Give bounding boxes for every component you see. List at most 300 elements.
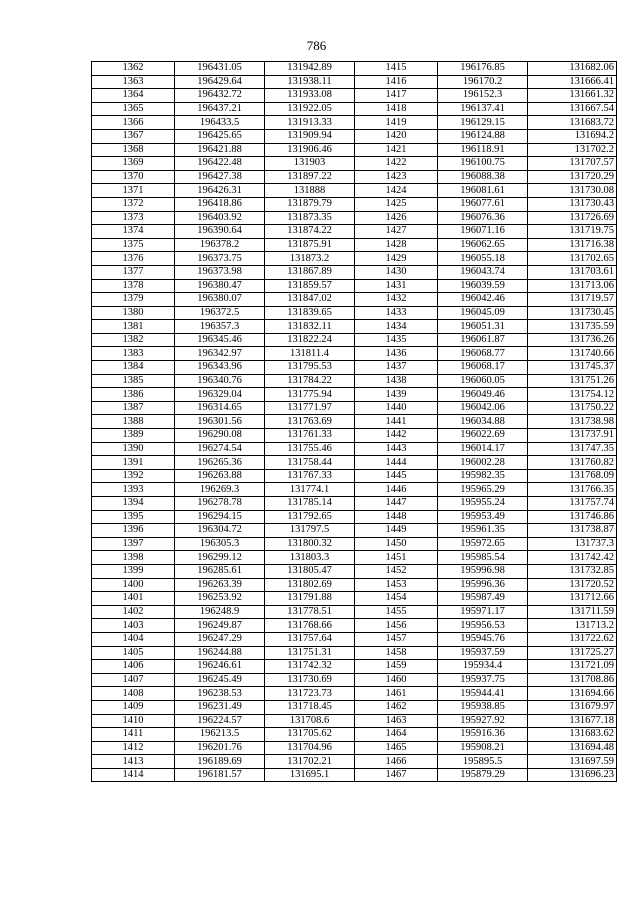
- point-number-right-cell: 1418: [355, 102, 438, 116]
- table-row: [92, 768, 617, 782]
- x-coordinate-left-cell: 196253.92: [175, 592, 265, 606]
- point-number-left-cell: 1389: [92, 429, 175, 443]
- table-row: [92, 700, 617, 714]
- y-coordinate-right-cell: 131751.26: [528, 374, 617, 388]
- y-coordinate-left-cell: 131938.11: [265, 75, 355, 89]
- x-coordinate-right-cell: 196061.87: [438, 333, 528, 347]
- table-row: [92, 306, 617, 320]
- x-coordinate-left-cell: 196290.08: [175, 429, 265, 443]
- x-coordinate-left-cell: 196244.88: [175, 646, 265, 660]
- x-coordinate-left-cell: 196426.31: [175, 184, 265, 198]
- point-number-right-cell: 1433: [355, 306, 438, 320]
- point-number-left-cell: 1407: [92, 673, 175, 687]
- point-number-right-cell: 1415: [355, 62, 438, 76]
- y-coordinate-left-cell: 131792.65: [265, 510, 355, 524]
- y-coordinate-right-cell: 131737.3: [528, 537, 617, 551]
- point-number-right-cell: 1449: [355, 524, 438, 538]
- y-coordinate-right-cell: 131720.52: [528, 578, 617, 592]
- point-number-left-cell: 1411: [92, 728, 175, 742]
- y-coordinate-right-cell: 131707.57: [528, 157, 617, 171]
- x-coordinate-left-cell: 196431.05: [175, 62, 265, 76]
- table-row: [92, 429, 617, 443]
- x-coordinate-left-cell: 196248.9: [175, 605, 265, 619]
- point-number-left-cell: 1396: [92, 524, 175, 538]
- x-coordinate-left-cell: 196247.29: [175, 632, 265, 646]
- point-number-left-cell: 1400: [92, 578, 175, 592]
- table-row: [92, 673, 617, 687]
- x-coordinate-right-cell: 196077.61: [438, 197, 528, 211]
- point-number-right-cell: 1452: [355, 564, 438, 578]
- point-number-left-cell: 1366: [92, 116, 175, 130]
- x-coordinate-right-cell: 195972.65: [438, 537, 528, 551]
- table-row: [92, 279, 617, 293]
- x-coordinate-left-cell: 196432.72: [175, 89, 265, 103]
- point-number-left-cell: 1401: [92, 592, 175, 606]
- table-row: [92, 442, 617, 456]
- x-coordinate-left-cell: 196213.5: [175, 728, 265, 742]
- y-coordinate-left-cell: 131761.33: [265, 429, 355, 443]
- point-number-left-cell: 1385: [92, 374, 175, 388]
- table-row: [92, 102, 617, 116]
- point-number-left-cell: 1376: [92, 252, 175, 266]
- x-coordinate-left-cell: 196372.5: [175, 306, 265, 320]
- point-number-right-cell: 1445: [355, 469, 438, 483]
- point-number-left-cell: 1390: [92, 442, 175, 456]
- y-coordinate-left-cell: 131888: [265, 184, 355, 198]
- y-coordinate-right-cell: 131661.32: [528, 89, 617, 103]
- y-coordinate-left-cell: 131875.91: [265, 238, 355, 252]
- point-number-right-cell: 1431: [355, 279, 438, 293]
- x-coordinate-right-cell: 195895.5: [438, 755, 528, 769]
- point-number-left-cell: 1398: [92, 551, 175, 565]
- x-coordinate-right-cell: 195927.92: [438, 714, 528, 728]
- y-coordinate-right-cell: 131713.2: [528, 619, 617, 633]
- point-number-right-cell: 1438: [355, 374, 438, 388]
- y-coordinate-left-cell: 131803.3: [265, 551, 355, 565]
- point-number-right-cell: 1429: [355, 252, 438, 266]
- x-coordinate-right-cell: 196081.61: [438, 184, 528, 198]
- y-coordinate-right-cell: 131708.86: [528, 673, 617, 687]
- point-number-left-cell: 1372: [92, 197, 175, 211]
- point-number-right-cell: 1446: [355, 483, 438, 497]
- y-coordinate-right-cell: 131754.12: [528, 388, 617, 402]
- y-coordinate-left-cell: 131774.1: [265, 483, 355, 497]
- y-coordinate-left-cell: 131811.4: [265, 347, 355, 361]
- table-row: [92, 714, 617, 728]
- table-row: [92, 116, 617, 130]
- x-coordinate-right-cell: 196002.28: [438, 456, 528, 470]
- point-number-right-cell: 1416: [355, 75, 438, 89]
- table-row: [92, 374, 617, 388]
- y-coordinate-left-cell: 131718.45: [265, 700, 355, 714]
- point-number-left-cell: 1394: [92, 497, 175, 511]
- y-coordinate-right-cell: 131716.38: [528, 238, 617, 252]
- y-coordinate-right-cell: 131696.23: [528, 768, 617, 782]
- point-number-left-cell: 1375: [92, 238, 175, 252]
- table-row: [92, 388, 617, 402]
- table-row: [92, 184, 617, 198]
- point-number-left-cell: 1383: [92, 347, 175, 361]
- point-number-left-cell: 1392: [92, 469, 175, 483]
- y-coordinate-right-cell: 131750.22: [528, 401, 617, 415]
- y-coordinate-left-cell: 131778.51: [265, 605, 355, 619]
- y-coordinate-right-cell: 131732.85: [528, 564, 617, 578]
- y-coordinate-right-cell: 131742.42: [528, 551, 617, 565]
- y-coordinate-right-cell: 131679.97: [528, 700, 617, 714]
- point-number-left-cell: 1386: [92, 388, 175, 402]
- table-row: [92, 605, 617, 619]
- table-row: [92, 157, 617, 171]
- y-coordinate-left-cell: 131903: [265, 157, 355, 171]
- y-coordinate-right-cell: 131725.27: [528, 646, 617, 660]
- y-coordinate-left-cell: 131822.24: [265, 333, 355, 347]
- x-coordinate-left-cell: 196345.46: [175, 333, 265, 347]
- point-number-right-cell: 1444: [355, 456, 438, 470]
- point-number-right-cell: 1450: [355, 537, 438, 551]
- table-row: [92, 75, 617, 89]
- y-coordinate-left-cell: 131942.89: [265, 62, 355, 76]
- table-body: [92, 62, 617, 782]
- y-coordinate-left-cell: 131751.31: [265, 646, 355, 660]
- point-number-right-cell: 1426: [355, 211, 438, 225]
- y-coordinate-right-cell: 131737.91: [528, 429, 617, 443]
- y-coordinate-right-cell: 131683.62: [528, 728, 617, 742]
- table-row: [92, 293, 617, 307]
- y-coordinate-left-cell: 131897.22: [265, 170, 355, 184]
- x-coordinate-right-cell: 196129.15: [438, 116, 528, 130]
- point-number-left-cell: 1395: [92, 510, 175, 524]
- point-number-right-cell: 1442: [355, 429, 438, 443]
- point-number-right-cell: 1441: [355, 415, 438, 429]
- y-coordinate-right-cell: 131703.61: [528, 265, 617, 279]
- point-number-left-cell: 1370: [92, 170, 175, 184]
- y-coordinate-left-cell: 131874.22: [265, 225, 355, 239]
- point-number-right-cell: 1457: [355, 632, 438, 646]
- point-number-right-cell: 1455: [355, 605, 438, 619]
- point-number-right-cell: 1458: [355, 646, 438, 660]
- x-coordinate-left-cell: 196189.69: [175, 755, 265, 769]
- x-coordinate-right-cell: 195996.98: [438, 564, 528, 578]
- y-coordinate-right-cell: 131730.43: [528, 197, 617, 211]
- y-coordinate-left-cell: 131791.88: [265, 592, 355, 606]
- point-number-right-cell: 1427: [355, 225, 438, 239]
- y-coordinate-right-cell: 131702.2: [528, 143, 617, 157]
- point-number-right-cell: 1466: [355, 755, 438, 769]
- table-row: [92, 483, 617, 497]
- point-number-left-cell: 1388: [92, 415, 175, 429]
- y-coordinate-left-cell: 131708.6: [265, 714, 355, 728]
- point-number-right-cell: 1419: [355, 116, 438, 130]
- y-coordinate-left-cell: 131805.47: [265, 564, 355, 578]
- point-number-left-cell: 1404: [92, 632, 175, 646]
- table-row: [92, 129, 617, 143]
- y-coordinate-left-cell: 131757.64: [265, 632, 355, 646]
- x-coordinate-right-cell: 196034.88: [438, 415, 528, 429]
- point-number-right-cell: 1423: [355, 170, 438, 184]
- y-coordinate-right-cell: 131719.57: [528, 293, 617, 307]
- y-coordinate-left-cell: 131767.33: [265, 469, 355, 483]
- x-coordinate-right-cell: 196049.46: [438, 388, 528, 402]
- x-coordinate-left-cell: 196181.57: [175, 768, 265, 782]
- point-number-left-cell: 1367: [92, 129, 175, 143]
- point-number-left-cell: 1402: [92, 605, 175, 619]
- x-coordinate-right-cell: 195971.17: [438, 605, 528, 619]
- x-coordinate-left-cell: 196403.92: [175, 211, 265, 225]
- x-coordinate-left-cell: 196342.97: [175, 347, 265, 361]
- x-coordinate-left-cell: 196304.72: [175, 524, 265, 538]
- point-number-left-cell: 1387: [92, 401, 175, 415]
- point-number-right-cell: 1440: [355, 401, 438, 415]
- y-coordinate-left-cell: 131906.46: [265, 143, 355, 157]
- table-row: [92, 89, 617, 103]
- y-coordinate-right-cell: 131766.35: [528, 483, 617, 497]
- table-row: [92, 211, 617, 225]
- x-coordinate-right-cell: 195938.85: [438, 700, 528, 714]
- point-number-right-cell: 1467: [355, 768, 438, 782]
- x-coordinate-right-cell: 195937.75: [438, 673, 528, 687]
- y-coordinate-right-cell: 131711.59: [528, 605, 617, 619]
- x-coordinate-left-cell: 196437.21: [175, 102, 265, 116]
- x-coordinate-left-cell: 196390.64: [175, 225, 265, 239]
- point-number-left-cell: 1374: [92, 225, 175, 239]
- x-coordinate-right-cell: 195937.59: [438, 646, 528, 660]
- table-row: [92, 497, 617, 511]
- x-coordinate-right-cell: 196071.16: [438, 225, 528, 239]
- point-number-right-cell: 1436: [355, 347, 438, 361]
- x-coordinate-left-cell: 196245.49: [175, 673, 265, 687]
- y-coordinate-left-cell: 131785.14: [265, 497, 355, 511]
- x-coordinate-right-cell: 196068.77: [438, 347, 528, 361]
- x-coordinate-left-cell: 196265.36: [175, 456, 265, 470]
- page-number: 786: [306, 38, 327, 53]
- point-number-left-cell: 1414: [92, 768, 175, 782]
- y-coordinate-left-cell: 131771.97: [265, 401, 355, 415]
- table-row: [92, 592, 617, 606]
- table-row: [92, 415, 617, 429]
- y-coordinate-left-cell: 131802.69: [265, 578, 355, 592]
- x-coordinate-right-cell: 196152.3: [438, 89, 528, 103]
- y-coordinate-left-cell: 131704.96: [265, 741, 355, 755]
- point-number-right-cell: 1434: [355, 320, 438, 334]
- x-coordinate-right-cell: 195944.41: [438, 687, 528, 701]
- y-coordinate-right-cell: 131760.82: [528, 456, 617, 470]
- y-coordinate-left-cell: 131867.89: [265, 265, 355, 279]
- x-coordinate-right-cell: 196055.18: [438, 252, 528, 266]
- table-row: [92, 401, 617, 415]
- x-coordinate-left-cell: 196263.39: [175, 578, 265, 592]
- x-coordinate-right-cell: 195956.53: [438, 619, 528, 633]
- table-row: [92, 578, 617, 592]
- table-row: [92, 225, 617, 239]
- y-coordinate-right-cell: 131746.86: [528, 510, 617, 524]
- y-coordinate-left-cell: 131879.79: [265, 197, 355, 211]
- y-coordinate-left-cell: 131800.32: [265, 537, 355, 551]
- x-coordinate-right-cell: 196124.88: [438, 129, 528, 143]
- table-row: [92, 347, 617, 361]
- y-coordinate-right-cell: 131720.29: [528, 170, 617, 184]
- y-coordinate-right-cell: 131726.69: [528, 211, 617, 225]
- table-row: [92, 646, 617, 660]
- y-coordinate-left-cell: 131873.35: [265, 211, 355, 225]
- table-row: [92, 660, 617, 674]
- y-coordinate-right-cell: 131694.66: [528, 687, 617, 701]
- x-coordinate-left-cell: 196433.5: [175, 116, 265, 130]
- x-coordinate-right-cell: 195955.24: [438, 497, 528, 511]
- x-coordinate-left-cell: 196378.2: [175, 238, 265, 252]
- x-coordinate-right-cell: 195934.4: [438, 660, 528, 674]
- x-coordinate-right-cell: 196045.09: [438, 306, 528, 320]
- y-coordinate-right-cell: 131747.35: [528, 442, 617, 456]
- y-coordinate-right-cell: 131702.65: [528, 252, 617, 266]
- point-number-left-cell: 1405: [92, 646, 175, 660]
- x-coordinate-left-cell: 196278.78: [175, 497, 265, 511]
- y-coordinate-left-cell: 131797.5: [265, 524, 355, 538]
- x-coordinate-left-cell: 196294.15: [175, 510, 265, 524]
- y-coordinate-left-cell: 131730.69: [265, 673, 355, 687]
- point-number-left-cell: 1413: [92, 755, 175, 769]
- x-coordinate-left-cell: 196274.54: [175, 442, 265, 456]
- point-number-right-cell: 1428: [355, 238, 438, 252]
- y-coordinate-left-cell: 131832.11: [265, 320, 355, 334]
- x-coordinate-left-cell: 196418.86: [175, 197, 265, 211]
- y-coordinate-right-cell: 131683.72: [528, 116, 617, 130]
- x-coordinate-left-cell: 196380.07: [175, 293, 265, 307]
- table-row: [92, 320, 617, 334]
- point-number-right-cell: 1462: [355, 700, 438, 714]
- x-coordinate-right-cell: 196076.36: [438, 211, 528, 225]
- x-coordinate-right-cell: 196014.17: [438, 442, 528, 456]
- y-coordinate-left-cell: 131723.73: [265, 687, 355, 701]
- y-coordinate-right-cell: 131721.09: [528, 660, 617, 674]
- point-number-left-cell: 1377: [92, 265, 175, 279]
- point-number-right-cell: 1420: [355, 129, 438, 143]
- point-number-right-cell: 1453: [355, 578, 438, 592]
- x-coordinate-left-cell: 196357.3: [175, 320, 265, 334]
- x-coordinate-right-cell: 195908.21: [438, 741, 528, 755]
- x-coordinate-right-cell: 196051.31: [438, 320, 528, 334]
- x-coordinate-left-cell: 196425.65: [175, 129, 265, 143]
- table-row: [92, 469, 617, 483]
- table-row: [92, 143, 617, 157]
- y-coordinate-left-cell: 131839.65: [265, 306, 355, 320]
- y-coordinate-left-cell: 131768.66: [265, 619, 355, 633]
- y-coordinate-left-cell: 131847.02: [265, 293, 355, 307]
- y-coordinate-left-cell: 131873.2: [265, 252, 355, 266]
- x-coordinate-left-cell: 196269.3: [175, 483, 265, 497]
- x-coordinate-right-cell: 195916.36: [438, 728, 528, 742]
- point-number-left-cell: 1412: [92, 741, 175, 755]
- point-number-right-cell: 1425: [355, 197, 438, 211]
- point-number-right-cell: 1448: [355, 510, 438, 524]
- point-number-right-cell: 1421: [355, 143, 438, 157]
- x-coordinate-right-cell: 196039.59: [438, 279, 528, 293]
- x-coordinate-right-cell: 195965.29: [438, 483, 528, 497]
- y-coordinate-left-cell: 131909.94: [265, 129, 355, 143]
- y-coordinate-left-cell: 131763.69: [265, 415, 355, 429]
- y-coordinate-left-cell: 131859.57: [265, 279, 355, 293]
- point-number-left-cell: 1380: [92, 306, 175, 320]
- x-coordinate-right-cell: 195996.36: [438, 578, 528, 592]
- point-number-left-cell: 1397: [92, 537, 175, 551]
- table-row: [92, 238, 617, 252]
- x-coordinate-right-cell: 196042.06: [438, 401, 528, 415]
- y-coordinate-left-cell: 131913.33: [265, 116, 355, 130]
- x-coordinate-right-cell: 196062.65: [438, 238, 528, 252]
- y-coordinate-right-cell: 131740.66: [528, 347, 617, 361]
- x-coordinate-left-cell: 196429.64: [175, 75, 265, 89]
- point-number-right-cell: 1443: [355, 442, 438, 456]
- x-coordinate-left-cell: 196373.75: [175, 252, 265, 266]
- y-coordinate-right-cell: 131694.2: [528, 129, 617, 143]
- point-number-left-cell: 1409: [92, 700, 175, 714]
- point-number-right-cell: 1430: [355, 265, 438, 279]
- y-coordinate-right-cell: 131694.48: [528, 741, 617, 755]
- x-coordinate-right-cell: 195987.49: [438, 592, 528, 606]
- x-coordinate-left-cell: 196380.47: [175, 279, 265, 293]
- x-coordinate-right-cell: 195982.35: [438, 469, 528, 483]
- table-row: [92, 687, 617, 701]
- point-number-right-cell: 1454: [355, 592, 438, 606]
- y-coordinate-left-cell: 131705.62: [265, 728, 355, 742]
- point-number-left-cell: 1365: [92, 102, 175, 116]
- x-coordinate-right-cell: 195961.35: [438, 524, 528, 538]
- table-row: [92, 632, 617, 646]
- point-number-right-cell: 1459: [355, 660, 438, 674]
- point-number-left-cell: 1373: [92, 211, 175, 225]
- y-coordinate-right-cell: 131677.18: [528, 714, 617, 728]
- y-coordinate-right-cell: 131682.06: [528, 62, 617, 76]
- table-row: [92, 551, 617, 565]
- x-coordinate-right-cell: 196176.85: [438, 62, 528, 76]
- y-coordinate-left-cell: 131922.05: [265, 102, 355, 116]
- y-coordinate-right-cell: 131712.66: [528, 592, 617, 606]
- x-coordinate-left-cell: 196238.53: [175, 687, 265, 701]
- point-number-right-cell: 1435: [355, 333, 438, 347]
- point-number-left-cell: 1369: [92, 157, 175, 171]
- x-coordinate-left-cell: 196340.76: [175, 374, 265, 388]
- x-coordinate-right-cell: 196100.75: [438, 157, 528, 171]
- x-coordinate-left-cell: 196263.88: [175, 469, 265, 483]
- x-coordinate-left-cell: 196224.57: [175, 714, 265, 728]
- point-number-left-cell: 1382: [92, 333, 175, 347]
- y-coordinate-right-cell: 131736.26: [528, 333, 617, 347]
- y-coordinate-right-cell: 131713.06: [528, 279, 617, 293]
- table-row: [92, 62, 617, 76]
- point-number-right-cell: 1447: [355, 497, 438, 511]
- table-row: [92, 197, 617, 211]
- x-coordinate-left-cell: 196201.76: [175, 741, 265, 755]
- point-number-left-cell: 1364: [92, 89, 175, 103]
- table-row: [92, 524, 617, 538]
- x-coordinate-left-cell: 196314.65: [175, 401, 265, 415]
- point-number-right-cell: 1464: [355, 728, 438, 742]
- x-coordinate-right-cell: 196060.05: [438, 374, 528, 388]
- table-row: [92, 170, 617, 184]
- coordinates-table: [91, 61, 617, 782]
- y-coordinate-left-cell: 131758.44: [265, 456, 355, 470]
- x-coordinate-left-cell: 196246.61: [175, 660, 265, 674]
- x-coordinate-right-cell: 195945.76: [438, 632, 528, 646]
- table-row: [92, 510, 617, 524]
- table-row: [92, 361, 617, 375]
- point-number-right-cell: 1417: [355, 89, 438, 103]
- x-coordinate-left-cell: 196427.38: [175, 170, 265, 184]
- y-coordinate-right-cell: 131666.41: [528, 75, 617, 89]
- x-coordinate-left-cell: 196231.49: [175, 700, 265, 714]
- point-number-left-cell: 1408: [92, 687, 175, 701]
- y-coordinate-right-cell: 131768.09: [528, 469, 617, 483]
- y-coordinate-right-cell: 131738.87: [528, 524, 617, 538]
